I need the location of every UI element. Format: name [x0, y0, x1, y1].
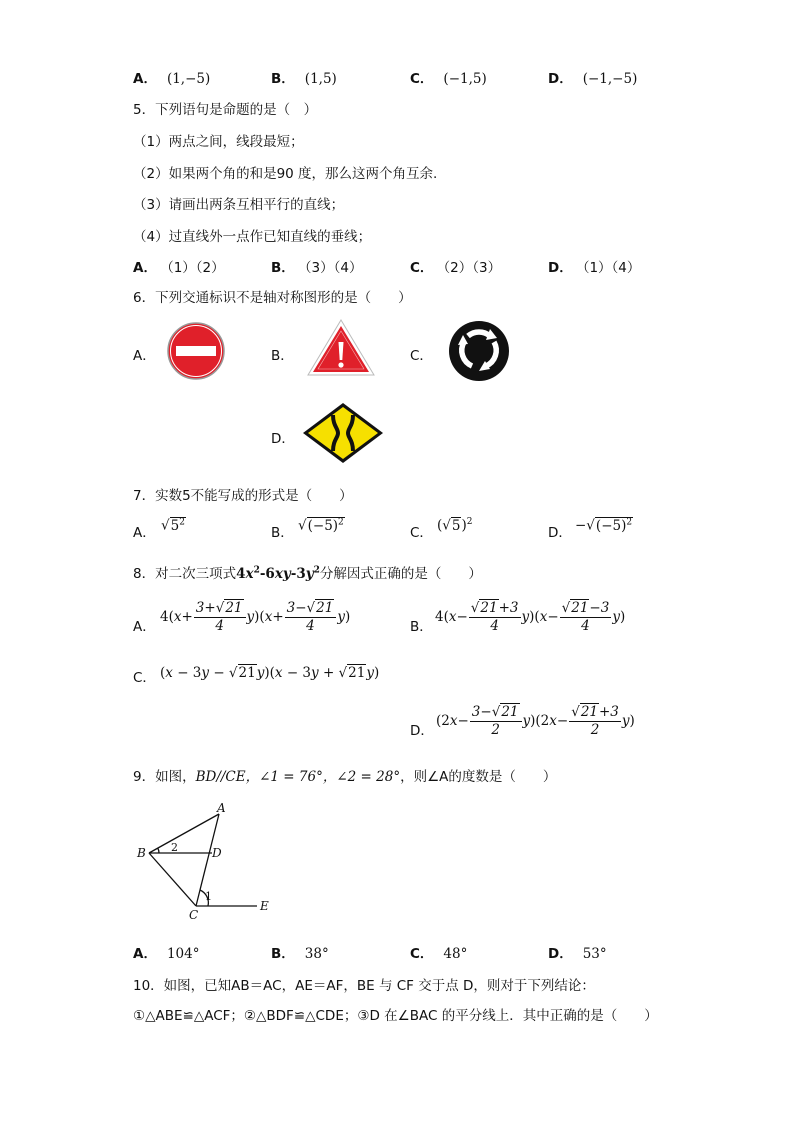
- q7-option-d-expr: $-√(-5)^2$: [575, 517, 633, 534]
- q8-label-c: C．: [133, 670, 156, 686]
- q9-geometry-figure: [135, 798, 285, 922]
- q10-statements: ①△ABE≌△ACF；②△BDF≌△CDE；③D 在∠BAC 的平分线上．其中正确的是（ ）: [133, 1008, 658, 1024]
- q8-option-c-expr: (x − 3y − √21y)(x − 3y + √21y): [160, 665, 380, 681]
- q9-angle-2-label: 2: [171, 841, 178, 854]
- q8-option-a-expr: 4(x+ $\frac{3+√21}{4}$ y)(x+ $\frac{3-√21}{4}$ y): [160, 600, 351, 634]
- q9-option-d: D． 53°: [548, 946, 607, 962]
- q9-option-a: A． 104°: [133, 946, 200, 962]
- q6-stem: 6．下列交通标识不是轴对称图形的是（ ）: [133, 290, 412, 306]
- q9-label-a: A: [217, 801, 226, 815]
- q9-label-d: D: [212, 846, 222, 860]
- q10-stem: 10．如图，已知AB＝AC，AE＝AF，BE 与 CF 交于点 D，则对于下列结论：: [133, 978, 595, 994]
- warning-triangle-sign-icon: [306, 318, 376, 378]
- q6-label-d: D．: [271, 431, 295, 447]
- q9-option-b: B． 38°: [271, 946, 329, 962]
- q9-label-b: B: [137, 846, 146, 860]
- q6-label-b: B．: [271, 348, 294, 364]
- q7-option-a-expr: $√5^2$: [161, 517, 185, 534]
- q4-option-b: B． (1,5): [271, 71, 337, 87]
- q8-option-d-expr: (2x− $\frac{3-√21}{2}$ y)(2x− $\frac{√21+3}{2}$ y): [436, 704, 635, 738]
- q5-option-b: B． （3）（4）: [271, 260, 363, 276]
- q8-label-a: A．: [133, 619, 156, 635]
- q7-label-a: A．: [133, 525, 156, 541]
- q6-label-a: A．: [133, 348, 156, 364]
- q7-option-b-expr: $√(-5)^2$: [298, 517, 344, 534]
- q8-label-d: D．: [410, 723, 434, 739]
- q5-item-3: （3）请画出两条互相平行的直线；: [133, 197, 345, 213]
- q4-option-c: C． (−1,5): [410, 71, 487, 87]
- q7-option-c-expr: $(√5)^2$: [437, 517, 473, 534]
- q5-item-1: （1）两点之间，线段最短；: [133, 134, 304, 150]
- q5-option-a: A． （1）（2）: [133, 260, 225, 276]
- q6-label-c: C．: [410, 348, 433, 364]
- q7-label-d: D．: [548, 525, 572, 541]
- no-entry-sign-icon: [166, 321, 226, 381]
- q7-label-b: B．: [271, 525, 294, 541]
- q8-label-b: B．: [410, 619, 433, 635]
- q7-label-c: C．: [410, 525, 433, 541]
- q5-option-c: C． （2）（3）: [410, 260, 502, 276]
- q7-stem: 7．实数5不能写成的形式是（ ）: [133, 488, 353, 504]
- q5-item-4: （4）过直线外一点作已知直线的垂线；: [133, 229, 372, 245]
- q5-option-d: D． （1）（4）: [548, 260, 641, 276]
- q9-option-c: C． 48°: [410, 946, 468, 962]
- q8-option-b-expr: 4(x− $\frac{√21+3}{4}$ y)(x− $\frac{√21-3}{4}$ y): [435, 600, 626, 634]
- roundabout-sign-icon: [448, 320, 510, 382]
- q4-option-d: D． (−1,−5): [548, 71, 638, 87]
- road-narrows-sign-icon: [302, 402, 384, 464]
- q9-angle-1-label: 1: [205, 890, 212, 903]
- q4-option-a: A． (1,−5): [133, 71, 211, 87]
- q8-stem: 8．对二次三项式$4x^2-6xy-3y^2$分解因式正确的是（ ）: [133, 565, 482, 582]
- q9-label-e: E: [260, 899, 269, 913]
- q9-label-c: C: [189, 908, 199, 922]
- q5-stem: 5．下列语句是命题的是（ ）: [133, 102, 318, 118]
- q5-item-2: （2）如果两个角的和是90 度，那么这两个角互余.: [133, 166, 438, 182]
- q9-stem: 9．如图，BD//CE，∠1 = 76°，∠2 = 28°，则∠A的度数是（ ）: [133, 769, 557, 785]
